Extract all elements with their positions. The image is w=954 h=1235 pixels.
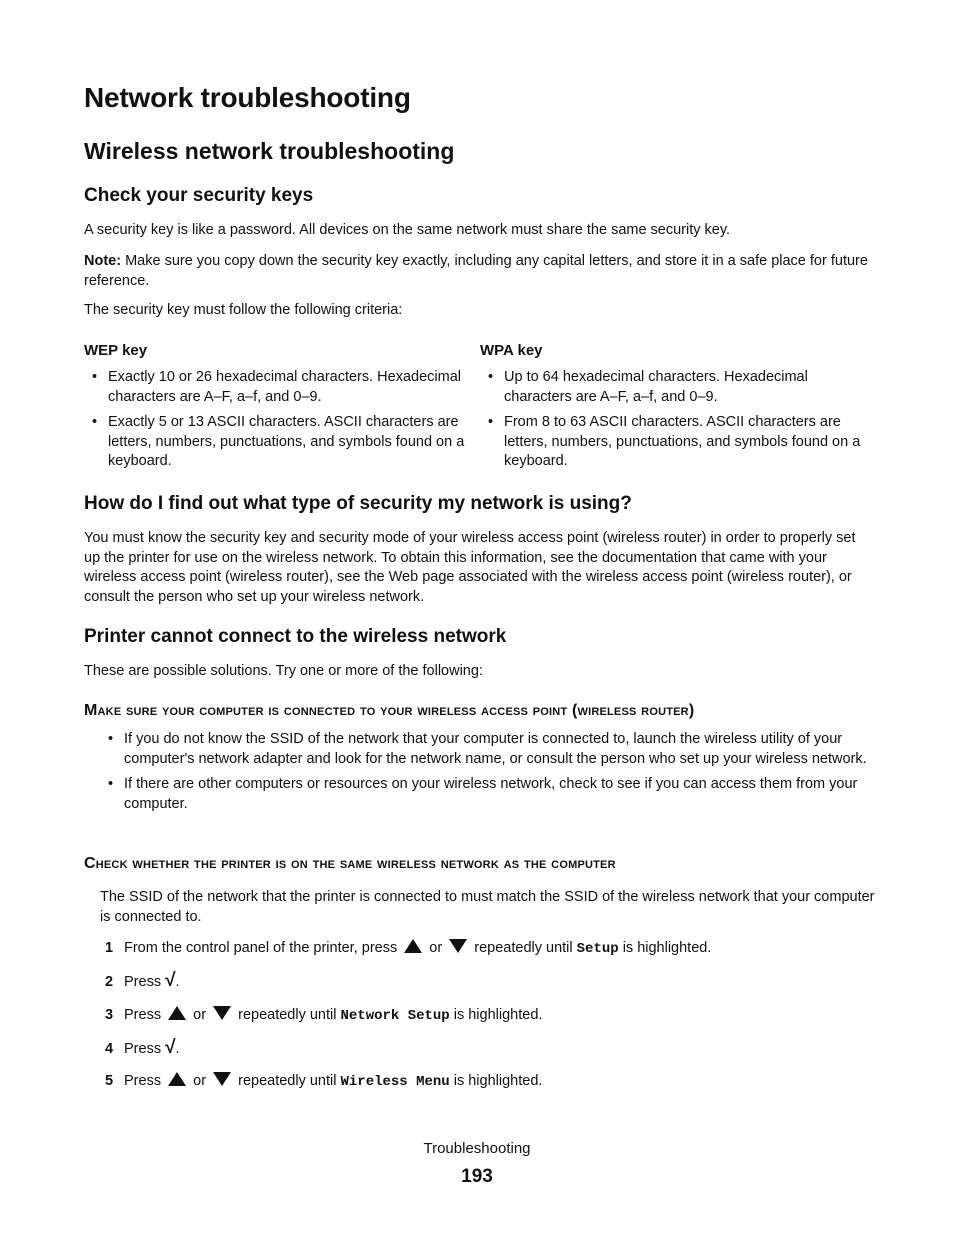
list-item-text: Up to 64 hexadecimal characters. Hexadecimal characters are A–F, a–f, and 0–9. xyxy=(504,369,808,405)
list-item: • Exactly 5 or 13 ASCII characters. ASCII characters are letters, numbers, punctuations, and symbols found on a keyboard. xyxy=(92,414,465,469)
up-arrow-icon xyxy=(404,939,422,953)
checkmark-icon: √ xyxy=(165,970,176,991)
step-text: Press xyxy=(124,1041,162,1057)
heading-cannot-connect: Printer cannot connect to the wireless network xyxy=(84,626,507,647)
note-paragraph xyxy=(84,252,874,291)
list-item-text: If there are other computers or resources on your wireless network, check to see if you can access them from your computer. xyxy=(124,776,858,812)
list-item: • Exactly 10 or 26 hexadecimal characters. Hexadecimal characters are A–F, a–f, and 0–9. xyxy=(92,369,461,405)
list-item-text: Exactly 10 or 26 hexadecimal characters. Hexadecimal characters are A–F, a–f, and 0–9. xyxy=(108,369,461,405)
subheading-computer-connected: Make sure your computer is connected to your wireless access point (wireless router) xyxy=(84,702,695,719)
list-item: • If you do not know the SSID of the network that your computer is connected to, launch the wireless utility of your computer's network adapter and look for the network name, or consult the person who set up your wireless network. xyxy=(108,731,867,767)
step-number: 4 xyxy=(105,1041,114,1057)
step-number: 3 xyxy=(105,1007,114,1023)
step-text: is highlighted. xyxy=(453,1007,543,1023)
list-item: • If there are other computers or resources on your wireless network, check to see if you can access them from your computer. xyxy=(108,776,858,812)
step-text: repeatedly until xyxy=(474,940,573,956)
security-type-body: You must know the security key and security mode of your wireless access point (wireless router) in order to properly set up the printer for use on the wireless network. To obtain this information, see the documentation that came with your wireless access point (wireless router), see the Web page associated with the wireless access point (wireless router), or consult the person who set up your wireless network. xyxy=(84,530,856,605)
page-number: 193 xyxy=(461,1166,493,1187)
step-text: . xyxy=(175,1041,180,1057)
wep-key-list xyxy=(84,368,474,478)
wpa-key-heading: WPA key xyxy=(480,342,543,359)
step-text: or xyxy=(193,1007,207,1023)
subheading-same-network: Check whether the printer is on the same wireless network as the computer xyxy=(84,855,616,872)
criteria-text: The security key must follow the following criteria: xyxy=(84,302,403,318)
step-text: Press xyxy=(124,974,162,990)
wpa-key-list xyxy=(480,368,875,478)
down-arrow-icon xyxy=(213,1006,231,1020)
step-text: . xyxy=(175,974,180,990)
menu-item-code: Setup xyxy=(576,941,619,957)
up-arrow-icon xyxy=(168,1006,186,1020)
step-text: or xyxy=(193,1073,207,1089)
menu-item-code: Wireless Menu xyxy=(340,1074,450,1090)
cannot-connect-intro: These are possible solutions. Try one or more of the following: xyxy=(84,663,483,679)
step-text: is highlighted. xyxy=(453,1073,543,1089)
list-item-text: Exactly 5 or 13 ASCII characters. ASCII characters are letters, numbers, punctuations, and symbols found on a keyboard. xyxy=(108,414,465,469)
down-arrow-icon xyxy=(449,939,467,953)
down-arrow-icon xyxy=(213,1072,231,1086)
footer-section-name: Troubleshooting xyxy=(423,1140,531,1157)
step-text: repeatedly until xyxy=(238,1073,337,1089)
list-item-text: From 8 to 63 ASCII characters. ASCII characters are letters, numbers, punctuations, and symbols found on a keyboard. xyxy=(504,414,861,469)
heading-security-type: How do I find out what type of security my network is using? xyxy=(84,493,632,514)
note-label: Note: xyxy=(84,253,122,269)
menu-item-code: Network Setup xyxy=(340,1008,450,1024)
page-title: Network troubleshooting xyxy=(84,82,411,113)
list-item: • From 8 to 63 ASCII characters. ASCII characters are letters, numbers, punctuations, and symbols found on a keyboard. xyxy=(488,414,861,469)
list-item: • Up to 64 hexadecimal characters. Hexadecimal characters are A–F, a–f, and 0–9. xyxy=(488,369,808,405)
step-number: 2 xyxy=(105,974,114,990)
heading-check-security-keys: Check your security keys xyxy=(84,185,314,206)
step-text: is highlighted. xyxy=(622,940,712,956)
step-number: 1 xyxy=(105,940,114,956)
note-text: Make sure you copy down the security key exactly, including any capital letters, and store it in a safe place for future reference. xyxy=(84,253,868,289)
same-network-intro: The SSID of the network that the printer is connected to must match the SSID of the wireless network that your computer is connected to. xyxy=(100,889,875,925)
security-key-intro: A security key is like a password. All devices on the same network must share the same security key. xyxy=(84,222,731,238)
step-text: Press xyxy=(124,1007,162,1023)
wep-key-heading: WEP key xyxy=(84,342,148,359)
checkmark-icon: √ xyxy=(165,1037,176,1058)
step-text: or xyxy=(429,940,443,956)
step-text: repeatedly until xyxy=(238,1007,337,1023)
step-text: From the control panel of the printer, press xyxy=(124,940,398,956)
step-number: 5 xyxy=(105,1073,114,1089)
up-arrow-icon xyxy=(168,1072,186,1086)
step-text: Press xyxy=(124,1073,162,1089)
computer-connected-list xyxy=(100,730,875,820)
section-heading-wireless: Wireless network troubleshooting xyxy=(84,138,455,164)
list-item-text: If you do not know the SSID of the network that your computer is connected to, launch the wireless utility of your computer's network adapter and look for the network name, or consult the person who set up your wireless network. xyxy=(124,731,867,767)
